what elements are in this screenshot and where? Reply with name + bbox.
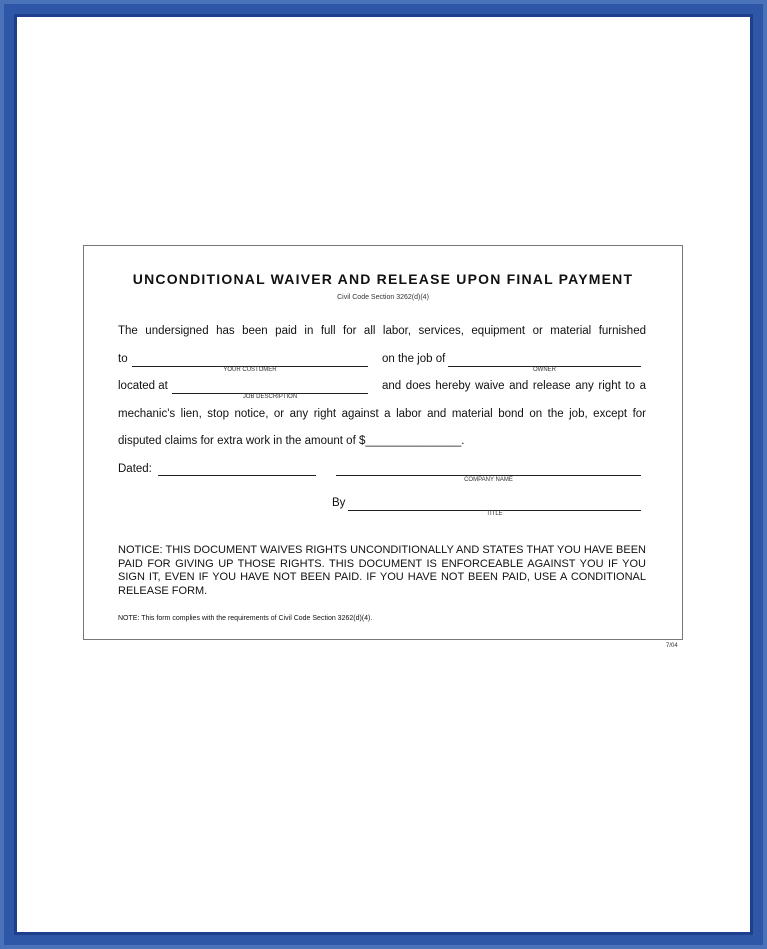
dated-label: Dated:	[118, 463, 152, 475]
waiver-form	[83, 245, 683, 640]
paid-in-full-line: The undersigned has been paid in full for all labor, services, equipment or material furnished	[118, 325, 646, 337]
form-title: UNCONDITIONAL WAIVER AND RELEASE UPON FINAL PAYMENT	[132, 271, 634, 287]
located-label: located at	[118, 380, 168, 392]
disputed-claims-line: disputed claims for extra work in the amount of $_______________.	[118, 435, 465, 447]
notice-text: NOTICE: THIS DOCUMENT WAIVES RIGHTS UNCONDITIONALLY AND STATES THAT YOU HAVE BEEN PAID FOR GIVING UP THOSE RIGHTS. THIS DOCUMENT IS ENFORCEABLE AGAINST YOU IF YOU SIGN IT, EVEN IF YOU HAVE NOT BEEN PAID. IF YOU HAVE NOT BEEN PAID, USE A CONDITIONAL RELEASE FORM.	[118, 544, 646, 597]
job-description-caption: JOB DESCRIPTION	[242, 394, 298, 400]
date-field[interactable]	[158, 475, 316, 476]
form-subtitle: Civil Code Section 3262(d)(4)	[337, 294, 429, 301]
form-version: 7/04	[666, 643, 678, 649]
to-label: to	[118, 353, 128, 365]
title-caption: TITLE	[486, 511, 503, 517]
waive-release-text: and does hereby waive and release any right to a	[382, 380, 646, 392]
customer-caption: YOUR CUSTOMER	[223, 367, 277, 373]
company-name-field[interactable]	[336, 475, 641, 476]
lien-line: mechanic's lien, stop notice, or any right against a labor and material bond on the job, except for	[118, 408, 646, 420]
owner-caption: OWNER	[533, 367, 556, 373]
by-label: By	[332, 497, 346, 509]
compliance-note: NOTE: This form complies with the requirements of Civil Code Section 3262(d)(4).	[118, 615, 373, 622]
job-of-label: on the job of	[382, 353, 446, 365]
company-name-caption: COMPANY NAME	[464, 477, 513, 483]
